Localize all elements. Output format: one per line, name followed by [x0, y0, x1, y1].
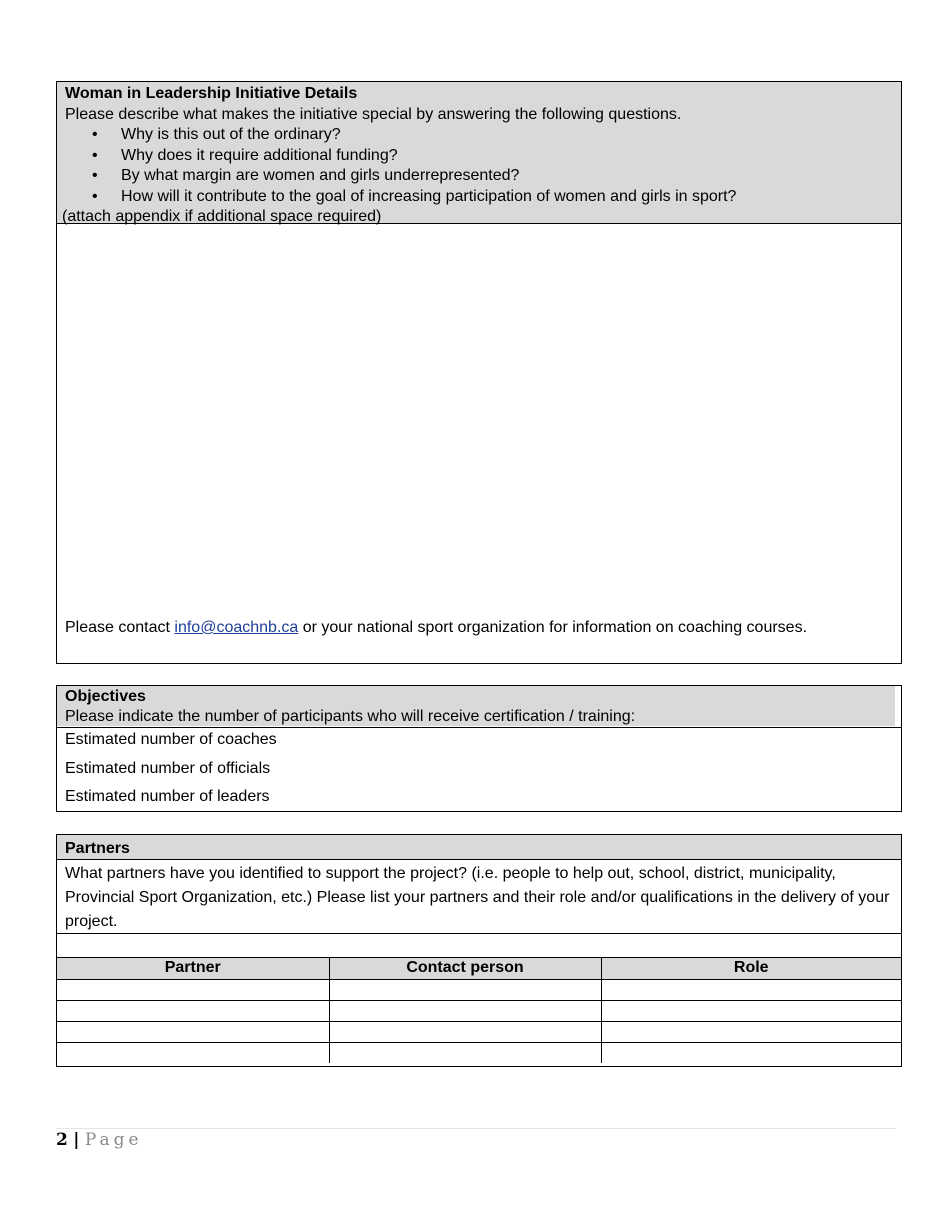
contact-person-cell[interactable] — [329, 1042, 601, 1063]
column-header-partner: Partner — [57, 958, 329, 979]
role-cell[interactable] — [601, 1021, 901, 1042]
question-item: • Why does it require additional funding? — [65, 146, 901, 167]
bullet-icon: • — [92, 187, 98, 205]
initiative-details-section — [56, 81, 902, 664]
partners-section — [56, 834, 902, 1067]
page-label: Page — [84, 1130, 143, 1150]
footer-separator: | — [73, 1130, 80, 1150]
contact-person-cell[interactable] — [329, 979, 601, 1000]
initiative-details-intro: Please describe what makes the initiative special by answering the following questions. — [65, 105, 682, 123]
contact-email-link[interactable]: info@coachnb.ca — [174, 619, 299, 636]
objectives-section — [56, 685, 902, 812]
partner-cell[interactable] — [57, 979, 329, 1000]
partners-blank-row[interactable] — [57, 934, 901, 958]
initiative-details-title: Woman in Leadership Initiative Details — [65, 85, 358, 102]
table-row — [57, 979, 901, 1000]
partners-description: What partners have you identified to support the project? (i.e. people to help out, school, district, municipality, Provincial Sport Organization, etc.) Please list your partners and their role and/or qualifications in the delivery of your project. — [57, 860, 901, 934]
objectives-header — [57, 686, 901, 728]
page-footer — [56, 1130, 143, 1150]
bullet-icon: • — [92, 167, 98, 184]
objectives-title: Objectives — [65, 688, 146, 705]
partner-cell[interactable] — [57, 1042, 329, 1063]
bullet-icon: • — [92, 126, 98, 143]
appendix-note: (attach appendix if additional space required) — [62, 208, 382, 225]
partner-cell[interactable] — [57, 1021, 329, 1042]
objectives-intro: Please indicate the number of participants who will receive certification / training: — [65, 707, 636, 725]
page-number: 2 — [56, 1130, 68, 1150]
question-item: • By what margin are women and girls underrepresented? — [65, 166, 901, 187]
column-header-contact-person: Contact person — [329, 958, 601, 979]
partners-table — [57, 958, 901, 1063]
estimated-coaches-row[interactable]: Estimated number of coaches — [65, 731, 277, 748]
question-list — [65, 125, 901, 207]
partners-table-header — [57, 958, 901, 979]
role-cell[interactable] — [601, 1000, 901, 1021]
bullet-icon: • — [92, 146, 98, 164]
role-cell[interactable] — [601, 979, 901, 1000]
column-header-role: Role — [601, 958, 901, 979]
table-row — [57, 1021, 901, 1042]
contact-person-cell[interactable] — [329, 1000, 601, 1021]
contact-person-cell[interactable] — [329, 1021, 601, 1042]
footer-divider — [56, 1128, 896, 1129]
role-cell[interactable] — [601, 1042, 901, 1063]
estimated-officials-row[interactable]: Estimated number of officials — [65, 760, 271, 777]
estimated-leaders-row[interactable]: Estimated number of leaders — [65, 788, 270, 805]
question-item: • Why is this out of the ordinary? — [65, 125, 901, 146]
partners-title: Partners — [57, 835, 901, 860]
initiative-answer-area[interactable] — [57, 224, 901, 664]
question-item: • How will it contribute to the goal of increasing participation of women and girls in sport? — [65, 187, 901, 208]
table-row — [57, 1000, 901, 1021]
table-row — [57, 1042, 901, 1063]
partner-cell[interactable] — [57, 1000, 329, 1021]
contact-line: Please contact info@coachnb.ca or your national sport organization for information on coaching courses. — [65, 619, 808, 636]
initiative-details-header — [57, 82, 901, 224]
